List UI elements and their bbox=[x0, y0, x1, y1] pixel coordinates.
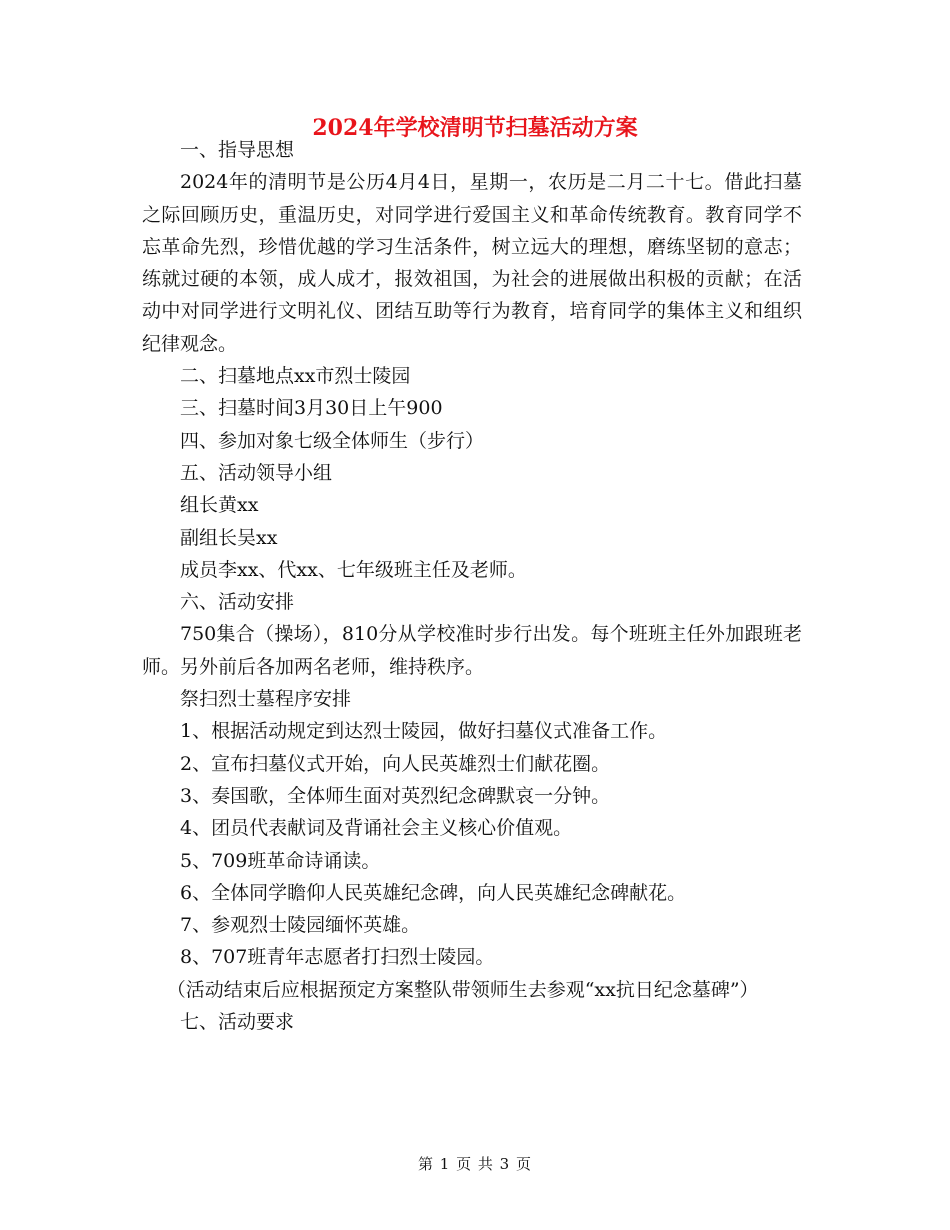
section-heading: 六、活动安排 bbox=[180, 591, 295, 614]
document-title: 2024年学校清明节扫墓活动方案 bbox=[312, 115, 638, 141]
list-item: 6、全体同学瞻仰人民英雄纪念碑，向人民英雄纪念碑献花。 bbox=[180, 881, 687, 904]
section-heading: 三、扫墓时间3月30日上午900 bbox=[180, 397, 443, 420]
list-item: 3、奏国歌，全体师生面对英烈纪念碑默哀一分钟。 bbox=[180, 784, 611, 807]
list-item: 7、参观烈士陵园缅怀英雄。 bbox=[180, 914, 421, 937]
document-body bbox=[142, 134, 802, 1038]
paragraph: （活动结束后应根据预定方案整队带领师生去参观“xx抗日纪念墓碑”） bbox=[166, 978, 759, 1001]
list-item: 8、707班青年志愿者打扫烈士陵园。 bbox=[180, 946, 495, 969]
paragraph: 2024年的清明节是公历4月4日，星期一，农历是二月二十七。借此扫墓之际回顾历史，重温历史，对同学进行爱国主义和革命传统教育。教育同学不忘革命先烈，珍惜优越的学习生活条件，树立远大的理想，磨练坚韧的意志；练就过硬的本领，成人成才，报效祖国，为社会的进展做出积极的贡献；在活动中对同学进行文明礼仪、团结互助等行为教育，培育同学的集体主义和组织纪律观念。 bbox=[142, 171, 802, 355]
page-number-footer: 第 1 页 共 3 页 bbox=[418, 1155, 532, 1173]
paragraph: 成员李xx、代xx、七年级班主任及老师。 bbox=[180, 558, 527, 581]
paragraph: 组长黄xx bbox=[180, 494, 259, 517]
section-heading: 五、活动领导小组 bbox=[180, 461, 333, 484]
list-item: 2、宣布扫墓仪式开始，向人民英雄烈士们献花圈。 bbox=[180, 752, 611, 775]
paragraph: 副组长吴xx bbox=[180, 526, 278, 549]
section-heading: 七、活动要求 bbox=[180, 1011, 295, 1034]
list-item: 5、709班革命诗诵读。 bbox=[180, 849, 381, 872]
section-heading: 四、参加对象七级全体师生（步行） bbox=[180, 429, 485, 452]
paragraph: 750集合（操场），810分从学校准时步行出发。每个班班主任外加跟班老师。另外前后各加两名老师，维持秩序。 bbox=[142, 623, 802, 678]
paragraph: 祭扫烈士墓程序安排 bbox=[180, 688, 352, 711]
list-item: 4、团员代表献词及背诵社会主义核心价值观。 bbox=[180, 817, 573, 840]
section-heading: 二、扫墓地点xx市烈士陵园 bbox=[180, 365, 411, 388]
section-heading: 一、指导思想 bbox=[180, 139, 295, 161]
list-item: 1、根据活动规定到达烈士陵园，做好扫墓仪式准备工作。 bbox=[180, 720, 668, 743]
